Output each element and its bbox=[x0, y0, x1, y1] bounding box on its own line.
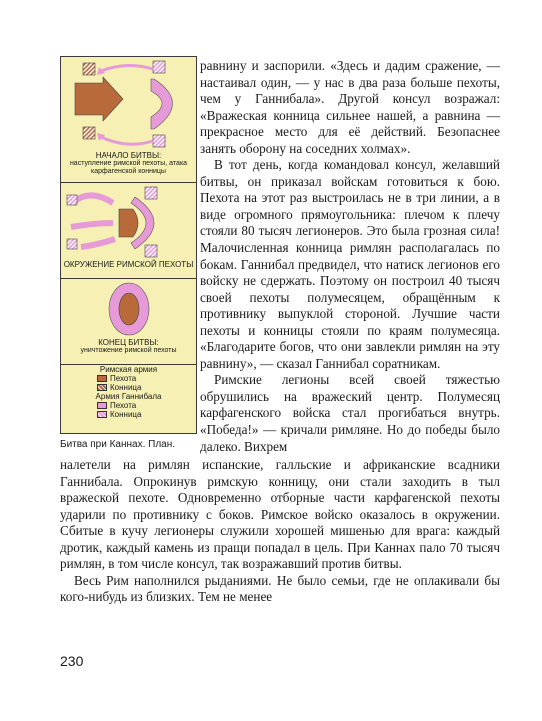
roman-infantry-swatch bbox=[97, 375, 107, 382]
figure-caption: Битва при Каннах. План. bbox=[60, 439, 176, 450]
hannibal-cavalry-swatch bbox=[97, 411, 107, 418]
battle-start-panel bbox=[61, 57, 196, 183]
roman-cavalry-swatch bbox=[97, 384, 107, 391]
encirclement-scheme bbox=[61, 183, 198, 261]
roman-remnant bbox=[119, 293, 139, 325]
legend-roman-army: Римская армия bbox=[99, 365, 158, 374]
encirclement-panel bbox=[61, 183, 196, 279]
hannibal-cavalry-top bbox=[153, 61, 165, 73]
hannibal-infantry-swatch bbox=[97, 402, 107, 409]
roman-cavalry-bottom bbox=[83, 127, 95, 139]
paragraph: В тот день, когда командовал консул, желавший битвы, он приказал войскам готовиться к бою. Пехота на этот раз выстроилась не в три линии, а в виде огромного прямоугольника: плечом к плечу стояли 80 тысяч легионеров. Это была грозная сила! Малочисленная конница римлян располагалась по бокам. Ганнибал предвидел, что натиск легионов его войску не сдержать. Поэтому он построил 40 тысяч своей пехоты полумесяцем, обращённым к противнику выпуклой стороной. Лучшие части пехоты и конницы стояли по краям полумесяца. «Благодарите богов, что они завлекли римлян на эту равнину», — сказал Ганнибал соратникам. bbox=[200, 157, 500, 371]
carthaginian-crescent bbox=[151, 79, 173, 129]
roman-infantry-advance bbox=[75, 77, 123, 121]
encirclement-caption: ОКРУЖЕНИЕ РИМСКОЙ ПЕХОТЫ bbox=[63, 260, 194, 269]
paragraph: равнину и заспорили. «Здесь и дадим сражение, — настаивал один, — у нас в два раза больше пехоты, чем у Ганнибала». Другой консул возражал: «Вражеская конница сильнее нашей, а равнина — прекрасное место для её действий. Безопаснее занять оборону на соседних холмах». bbox=[200, 58, 500, 156]
battle-start-scheme bbox=[61, 57, 198, 152]
paragraph: налетели на римлян испанские, галльские и африканские всадники Ганнибала. Опрокинув римскую конницу, они стали заходить в тыл вражеской пехоте. Одновременно отборные части карфагенской пехоты ударили по противнику с боков. Римское войско оказалось в окружении. Сбитые в кучу легионеры служили хорошей мишенью для врага: каждый дротик, каждый камень из пращи попадал в цель. При Каннах пало 70 тысяч римлян, в том числе консул, так возражавший против битвы. bbox=[60, 457, 500, 572]
paragraph: Римские легионы всей своей тяжестью обрушились на вражеский центр. Полумесяц карфагенского войска стал прогибаться внутрь. «Победа!» — кричали римляне. Но до победы было далеко. Вихрем bbox=[200, 372, 500, 454]
battle-end-caption: КОНЕЦ БИТВЫ: уничтожение римской пехоты bbox=[80, 338, 177, 354]
cavalry-attack-arrow-bottom bbox=[101, 137, 153, 144]
roman-infantry-block bbox=[119, 209, 138, 237]
column-text bbox=[200, 58, 500, 455]
legend-hannibal-army: Армия Ганнибала bbox=[95, 392, 162, 401]
battle-start-caption: НАЧАЛО БИТВЫ: наступление римской пехоты, атака карфагенской конницы bbox=[69, 151, 188, 175]
page-number: 230 bbox=[60, 653, 84, 669]
legend-hannibal-infantry: Пехота bbox=[61, 401, 196, 410]
battle-of-cannae-diagram bbox=[60, 56, 197, 434]
battle-end-panel bbox=[61, 279, 196, 365]
battle-end-scheme bbox=[61, 279, 198, 337]
legend-roman-cavalry: Конница bbox=[61, 383, 196, 392]
cavalry-attack-arrow-top bbox=[101, 65, 153, 71]
hannibal-cavalry-bottom bbox=[153, 135, 165, 147]
pink-arrow-left bbox=[71, 223, 113, 227]
pink-arrow-top-left bbox=[75, 195, 113, 203]
legend-hannibal-cavalry: Конница bbox=[61, 410, 196, 419]
roman-cavalry-top bbox=[83, 63, 95, 75]
paragraph: Весь Рим наполнился рыданиями. Не было семьи, где не оплакивали бы кого-нибудь из близких. Тем не менее bbox=[60, 572, 500, 605]
pink-arrow-bottom-left bbox=[81, 239, 115, 247]
diagram-legend bbox=[61, 365, 196, 435]
full-width-text bbox=[60, 457, 500, 606]
legend-roman-infantry: Пехота bbox=[61, 374, 196, 383]
